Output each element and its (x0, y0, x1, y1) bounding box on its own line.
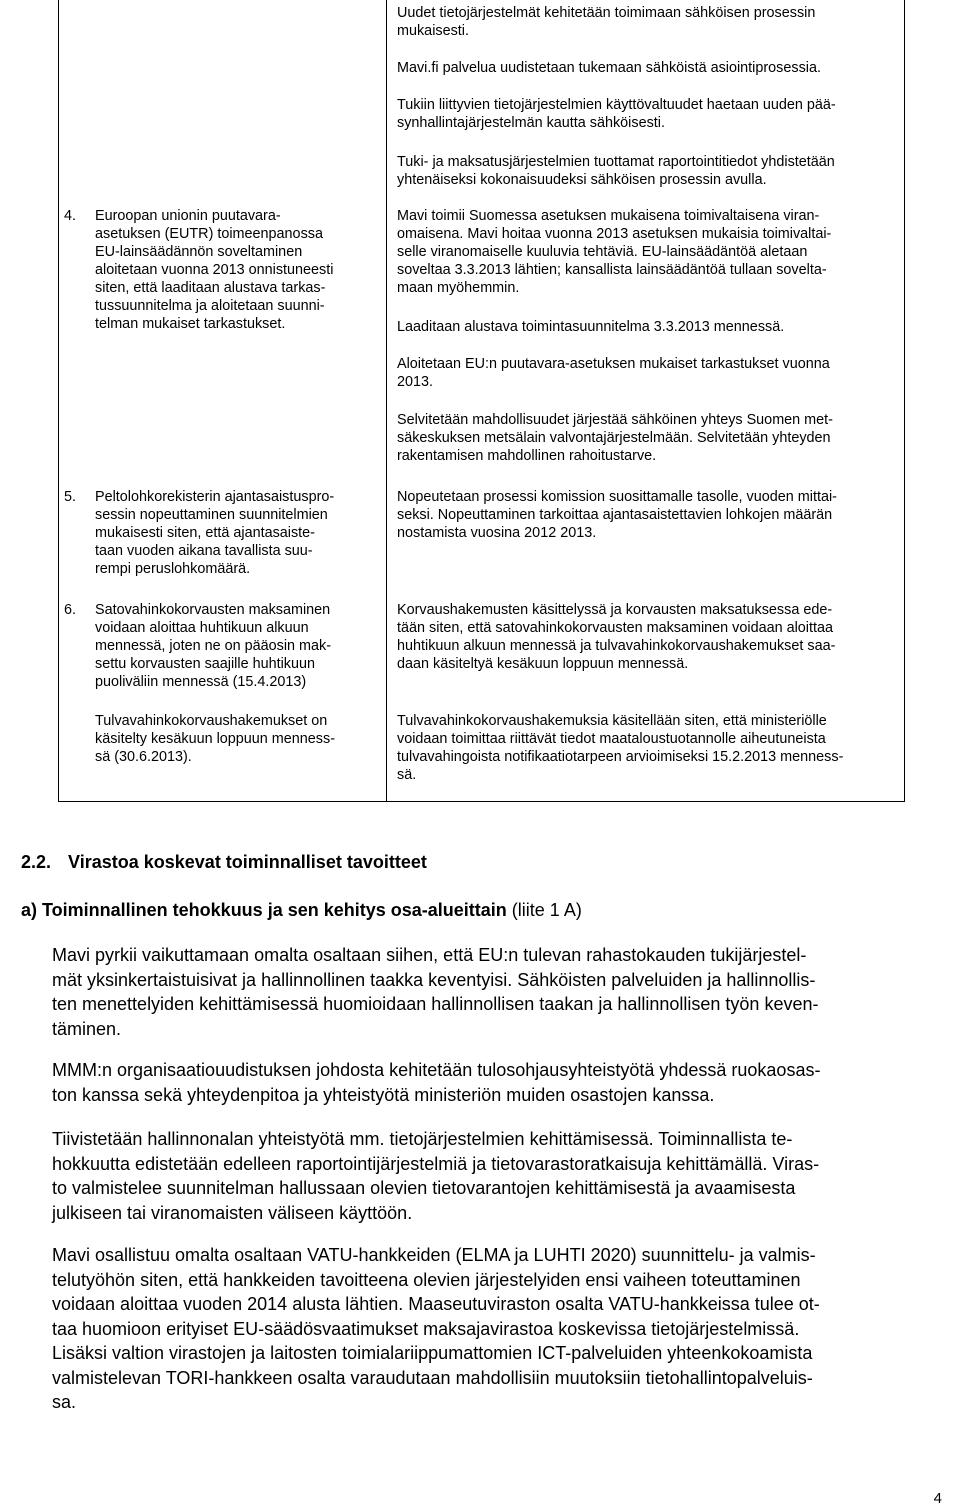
row-measure-text: Nopeutetaan prosessi komission suosittamalle tasolle, vuoden mittai- seksi. Nopeuttaminen tarkoittaa ajantasaistettavien lohkojen määrän nostamista vuosina 2012 2013. (397, 489, 837, 541)
subsection-appendix-ref: (liite 1 A) (511, 900, 582, 920)
section-number: 2.2. (21, 852, 52, 872)
row-goal-text: Euroopan unionin puutavara- asetuksen (EUTR) toimeenpanossa EU-lainsäädännön soveltaminen aloitetaan vuonna 2013 onnistuneesti siten, että laaditaan alustava tarkas- tussuunnitelma ja aloitetaan suunni- telman mukaiset tarkastukset. (95, 208, 334, 332)
row-number: 4. (64, 208, 77, 224)
table-cell-paragraph: Tuki- ja maksatusjärjestelmien tuottamat raportointitiedot yhdistetään yhtenäiseksi kokonaisuudeksi sähköisen prosessin avulla. (397, 154, 835, 188)
subsection-title: a) Toiminnallinen tehokkuus ja sen kehitys osa-alueittain (21, 900, 507, 920)
page-number: 4 (933, 1490, 942, 1507)
row-goal-text: Peltolohkorekisterin ajantasaistuspro- sessin nopeuttaminen suunnitelmien mukaisesti siten, että ajantasaiste- taan vuoden aikana tavallista suu- rempi peruslohkomäärä. (95, 489, 335, 577)
table-cell-paragraph: Mavi.fi palvelua uudistetaan tukemaan sähköistä asiointiprosessia. (397, 60, 821, 76)
row-goal-text: Tulvavahinkokorvaushakemukset on käsitelty kesäkuun loppuun menness- sä (30.6.2013). (95, 713, 335, 765)
row-measure-text: Aloitetaan EU:n puutavara-asetuksen mukaiset tarkastukset vuonna 2013. (397, 356, 830, 390)
row-measure-text: Tulvavahinkokorvaushakemuksia käsitellään siten, että ministeriölle voidaan toimittaa riittävät tiedot maataloustuotannolle aiheutuneista tulvavahingoista notifikaatiotarpeen arvioimiseksi 15.2.2013 menness- sä. (397, 713, 844, 783)
body-paragraph: Tiivistetään hallinnonalan yhteistyötä mm. tietojärjestelmien kehittämisessä. Toiminnallista te- hokkuutta edistetään edelleen raportointijärjestelmiä ja tietovarastoratkaisuja kehittämällä. Viras- to valmistelee suunnitelman hallussaan olevien tietovarantojen kehittämisestä ja avaamisesta julkiseen tai viranomaisten väliseen käyttöön. (52, 1129, 820, 1223)
row-measure-text: Laaditaan alustava toimintasuunnitelma 3.3.2013 mennessä. (397, 319, 785, 335)
row-measure-text: Selvitetään mahdollisuudet järjestää sähköinen yhteys Suomen met- säkeskuksen metsälain valvontajärjestelmään. Selvitetään yhteyden rakentamisen mahdollinen rahoitustarve. (397, 412, 833, 464)
row-number: 5. (64, 489, 77, 505)
row-measure-text: Korvaushakemusten käsittelyssä ja korvausten maksatuksessa ede- tään siten, että satovahinkokorvausten maksaminen voidaan aloittaa huhtikuun alkuun mennessä ja tulvavahinkokorvaushakemukset saa- daan käsiteltyä kesäkuun loppuun mennessä. (397, 602, 836, 672)
section-title: Virastoa koskevat toiminnalliset tavoitteet (68, 852, 427, 872)
row-goal-text: Satovahinkokorvausten maksaminen voidaan aloittaa huhtikuun alkuun mennessä, joten ne on pääosin mak- settu korvausten saajille huhtikuun puoliväliin mennessä (15.4.2013) (95, 602, 331, 690)
table-cell-paragraph: Tukiin liittyvien tietojärjestelmien käyttövaltuudet haetaan uuden pää- synhallintajärjestelmän kautta sähköisesti. (397, 97, 836, 131)
subsection-heading (21, 899, 582, 921)
row-number: 6. (64, 602, 77, 618)
body-paragraph: Mavi pyrkii vaikuttamaan omalta osaltaan siihen, että EU:n tulevan rahastokauden tukijärjestel- mät yksinkertaistuisivat ja hallinnollinen taakka keventyisi. Sähköisten palveluiden ja hallinnollis- ten menettelyiden kehittämisessä huomioidaan hallinnollisen taakan ja hallinnollisen työn keven- täminen. (52, 945, 819, 1039)
table-column-divider (386, 0, 387, 802)
row-measure-text: Mavi toimii Suomessa asetuksen mukaisena toimivaltaisena viran- omaisena. Mavi hoitaa vuonna 2013 asetuksen mukaisia toimivaltai- selle viranomaiselle kuuluvia tehtäviä. EU-lainsäädäntöä aletaan soveltaa 3.3.2013 lähtien; kansallista lainsäädäntöä tullaan sovelta- maan myöhemmin. (397, 208, 832, 296)
section-heading (21, 851, 427, 873)
body-paragraph: Mavi osallistuu omalta osaltaan VATU-hankkeiden (ELMA ja LUHTI 2020) suunnittelu- ja valmis- telutyöhön siten, että hankkeiden tavoitteena olevien järjestelyiden ensi vaiheen toteuttaminen voidaan aloittaa vuoden 2014 alusta lähtien. Maaseutuviraston osalta VATU-hankkeissa tulee ot- taa huomioon erityiset EU-säädösvaatimukset maksajavirastoa koskevissa tietojärjestelmissä. Lisäksi valtion virastojen ja laitosten toimialariippumattomien ICT-palveluiden yhteenkokoamista valmistelevan TORI-hankkeen osalta varaudutaan mahdollisiin muutoksiin tietohallintopalveluis- sa. (52, 1245, 820, 1412)
table-cell-paragraph: Uudet tietojärjestelmät kehitetään toimimaan sähköisen prosessin mukaisesti. (397, 5, 816, 39)
body-paragraph: MMM:n organisaatiouudistuksen johdosta kehitetään tulosohjausyhteistyötä yhdessä ruokaosas- ton kanssa sekä yhteydenpitoa ja yhteistyötä ministeriön muiden osastojen kanssa. (52, 1060, 821, 1105)
